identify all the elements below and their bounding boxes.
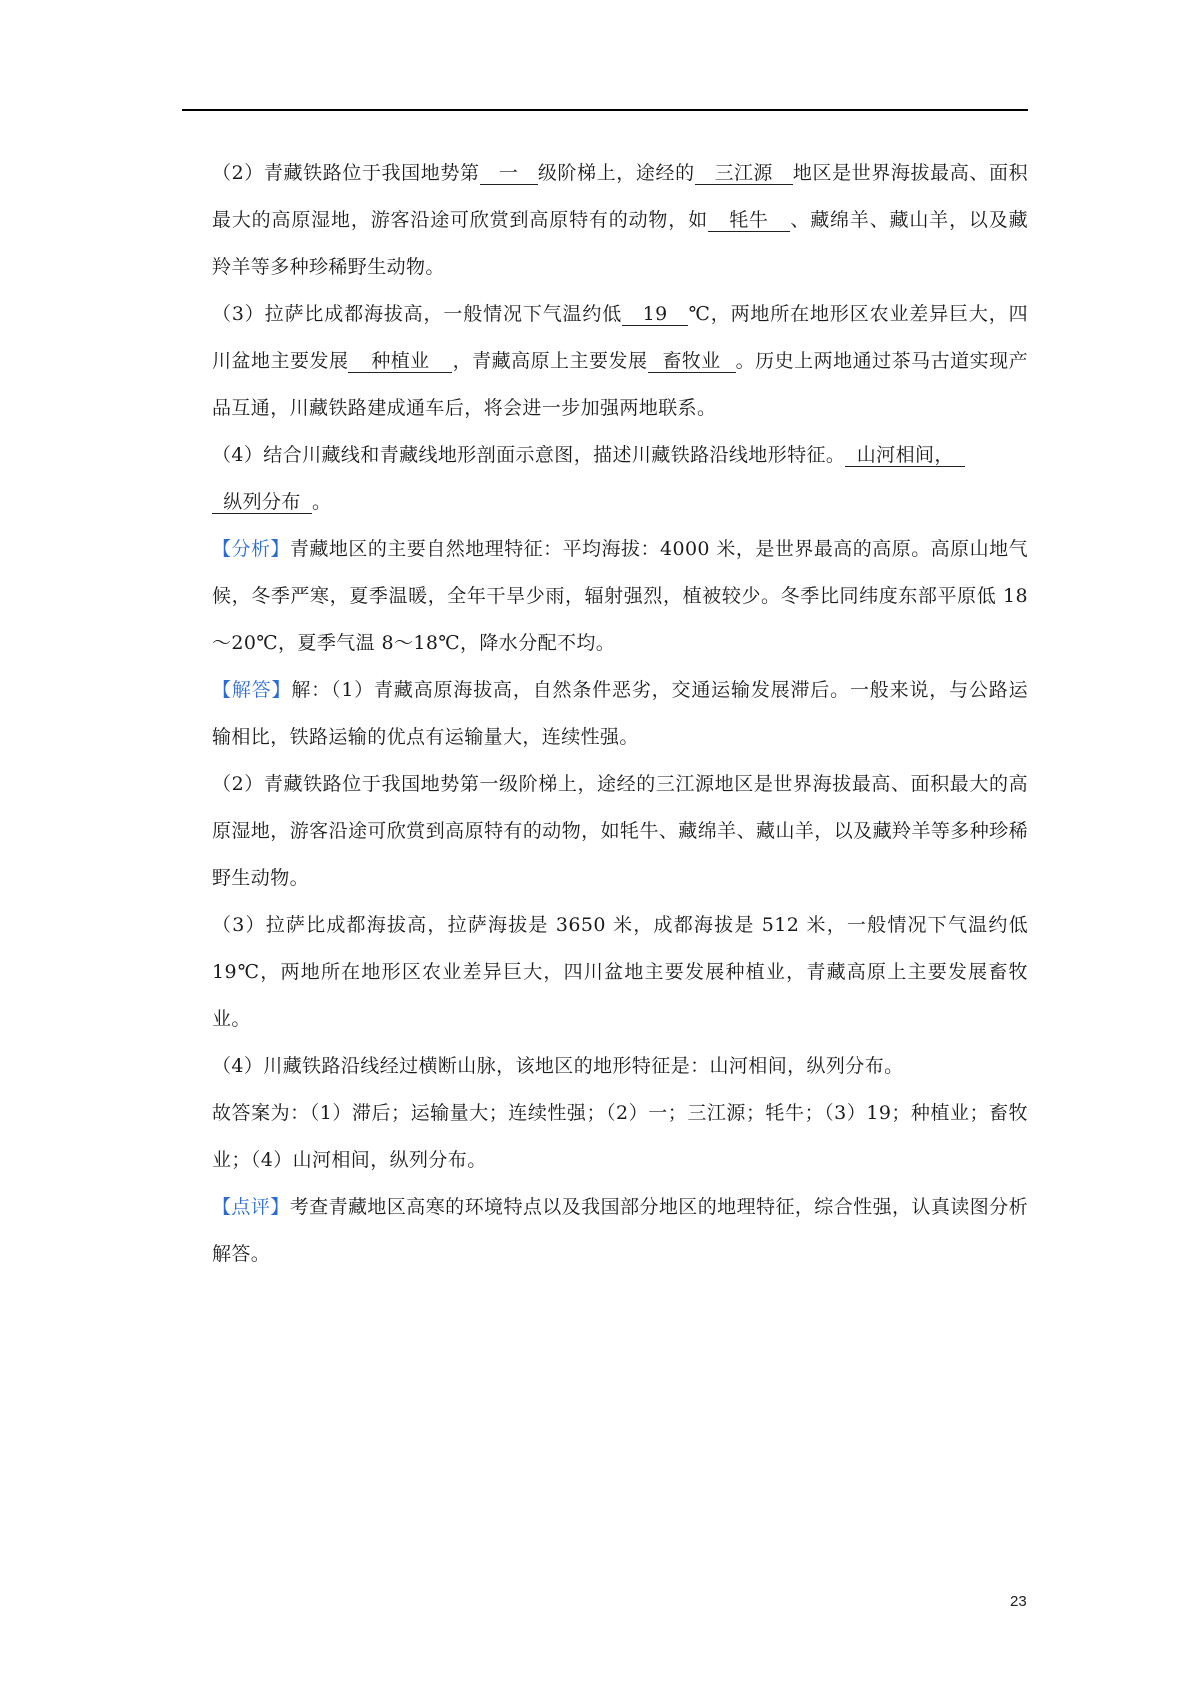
solution-section — [212, 667, 1028, 761]
question-text: （2）青藏铁路位于我国地势第 — [212, 162, 480, 184]
analysis-label: 【分析】 — [212, 538, 290, 560]
answer-blank: 牦牛 — [708, 209, 790, 232]
solution-paragraph: （2）青藏铁路位于我国地势第一级阶梯上，途经的三江源地区是世界海拔最高、面积最大的高原湿地，游客沿途可欣赏到高原特有的动物，如牦牛、藏绵羊、藏山羊，以及藏羚羊等多种珍稀野生动物。 — [212, 773, 1028, 889]
answer-blank: 纵列分布 — [212, 491, 312, 514]
solution-paragraph: （3）拉萨比成都海拔高，拉萨海拔是 3650 米，成都海拔是 512 米，一般情况下气温约低 19℃，两地所在地形区农业差异巨大，四川盆地主要发展种植业，青藏高原上主要发展畜牧业。 — [212, 914, 1028, 1030]
answer-blank: 种植业 — [348, 350, 452, 373]
question-text: ，青藏高原上主要发展 — [452, 350, 648, 372]
page-number: 23 — [1010, 1593, 1027, 1610]
answer-blank: 山河相间， — [845, 444, 965, 467]
answer-blank: 19 — [622, 303, 688, 326]
question-3 — [212, 291, 1028, 432]
analysis-text: 青藏地区的主要自然地理特征：平均海拔：4000 米，是世界最高的高原。高原山地气候，冬季严寒，夏季温暖，全年干旱少雨，辐射强烈，植被较少。冬季比同纬度东部平原低 18～20℃，夏季气温 8～18℃，降水分配不均。 — [212, 538, 1028, 654]
header-rule — [182, 109, 1028, 111]
solution-label: 【解答】 — [212, 679, 292, 701]
document-body — [212, 150, 1028, 1278]
answer-blank: 畜牧业 — [648, 350, 736, 373]
solution-text: 解：（1）青藏高原海拔高，自然条件恶劣，交通运输发展滞后。一般来说，与公路运输相比，铁路运输的优点有运输量大，连续性强。 — [212, 679, 1028, 748]
comment-label: 【点评】 — [212, 1196, 290, 1218]
question-4 — [212, 432, 1028, 526]
final-answer: 故答案为：（1）滞后；运输量大；连续性强；（2）一；三江源；牦牛；（3）19；种植业；畜牧业；（4）山河相间，纵列分布。 — [212, 1102, 1028, 1171]
answer-blank: 一 — [480, 162, 538, 185]
question-2 — [212, 150, 1028, 291]
question-text: （3）拉萨比成都海拔高，一般情况下气温约低 — [212, 303, 623, 325]
question-text: （4）结合川藏线和青藏线地形剖面示意图，描述川藏铁路沿线地形特征。 — [212, 444, 846, 466]
question-text: 。 — [312, 491, 332, 513]
answer-blank: 三江源 — [695, 162, 793, 185]
question-text: 。历史上两地通过茶马古道实现产品互通，川藏铁路建成通车后，将会进一步加强两地联系。 — [212, 350, 1028, 419]
question-text: ℃，两地所在地形区农业差异巨大，四川盆地主要发展 — [212, 303, 1028, 372]
comment-text: 考查青藏地区高寒的环境特点以及我国部分地区的地理特征，综合性强，认真读图分析解答。 — [212, 1196, 1028, 1265]
question-text: 、藏绵羊、藏山羊，以及藏羚羊等多种珍稀野生动物。 — [212, 209, 1028, 278]
comment-section — [212, 1184, 1028, 1278]
question-text: 级阶梯上，途经的 — [537, 162, 695, 184]
analysis-section — [212, 526, 1028, 667]
question-text: 地区是世界海拔最高、面积最大的高原湿地，游客沿途可欣赏到高原特有的动物，如 — [212, 162, 1028, 231]
solution-paragraph: （4）川藏铁路沿线经过横断山脉，该地区的地形特征是：山河相间，纵列分布。 — [212, 1055, 904, 1077]
